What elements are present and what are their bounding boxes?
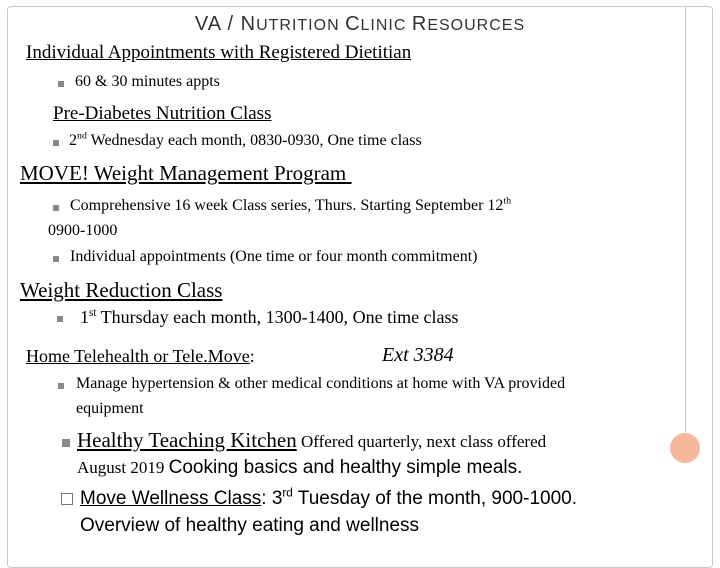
individual-bullet: 60 & 30 minutes appts [75,73,220,90]
telehealth-bullet: Manage hypertension & other medical conditions at home with VA provided [76,375,566,392]
move-bullet-1: Comprehensive 16 week Class series, Thurs. Starting September 12th [70,195,512,214]
wellness-line-1: Move Wellness Class: 3rd Tuesday of the month, 900-1000. [80,486,577,509]
move-bullet-2: Individual appointments (One time or four month commitment) [70,248,478,265]
checkbox-bullet [61,493,73,505]
weight-bullet: 1st Thursday each month, 1300-1400, One time class [80,307,459,327]
move-heading: MOVE! Weight Management Program [20,161,347,185]
prediabetes-heading: Pre-Diabetes Nutrition Class [53,103,272,124]
kitchen-line-1: Healthy Teaching Kitchen Offered quarterly, next class offered [77,428,547,452]
telehealth-bullet-cont: equipment [76,400,144,417]
bullet-marker [53,205,59,211]
move-bullet-1-cont: 0900-1000 [48,222,118,239]
kitchen-line-2: August 2019 Cooking basics and healthy simple meals. [77,457,523,478]
accent-circle [670,433,700,463]
bullet-marker [58,81,64,87]
bullet-marker [62,439,70,447]
telehealth-heading: Home Telehealth or Tele.Move: [26,346,255,366]
individual-heading: Individual Appointments with Registered Dietitian [26,42,412,63]
bullet-marker [58,383,64,389]
bullet-marker [57,316,63,322]
weight-heading: Weight Reduction Class [20,278,223,302]
wellness-line-2: Overview of healthy eating and wellness [80,515,420,536]
bullet-marker [53,140,59,146]
slide-title: VA / NUTRITION CLINIC RESOURCES [194,13,526,35]
slide-rail-line [685,6,686,436]
telehealth-ext: Ext 3384 [382,344,454,366]
prediabetes-bullet: 2nd Wednesday each month, 0830-0930, One time class [69,130,422,149]
bullet-marker [53,256,59,262]
